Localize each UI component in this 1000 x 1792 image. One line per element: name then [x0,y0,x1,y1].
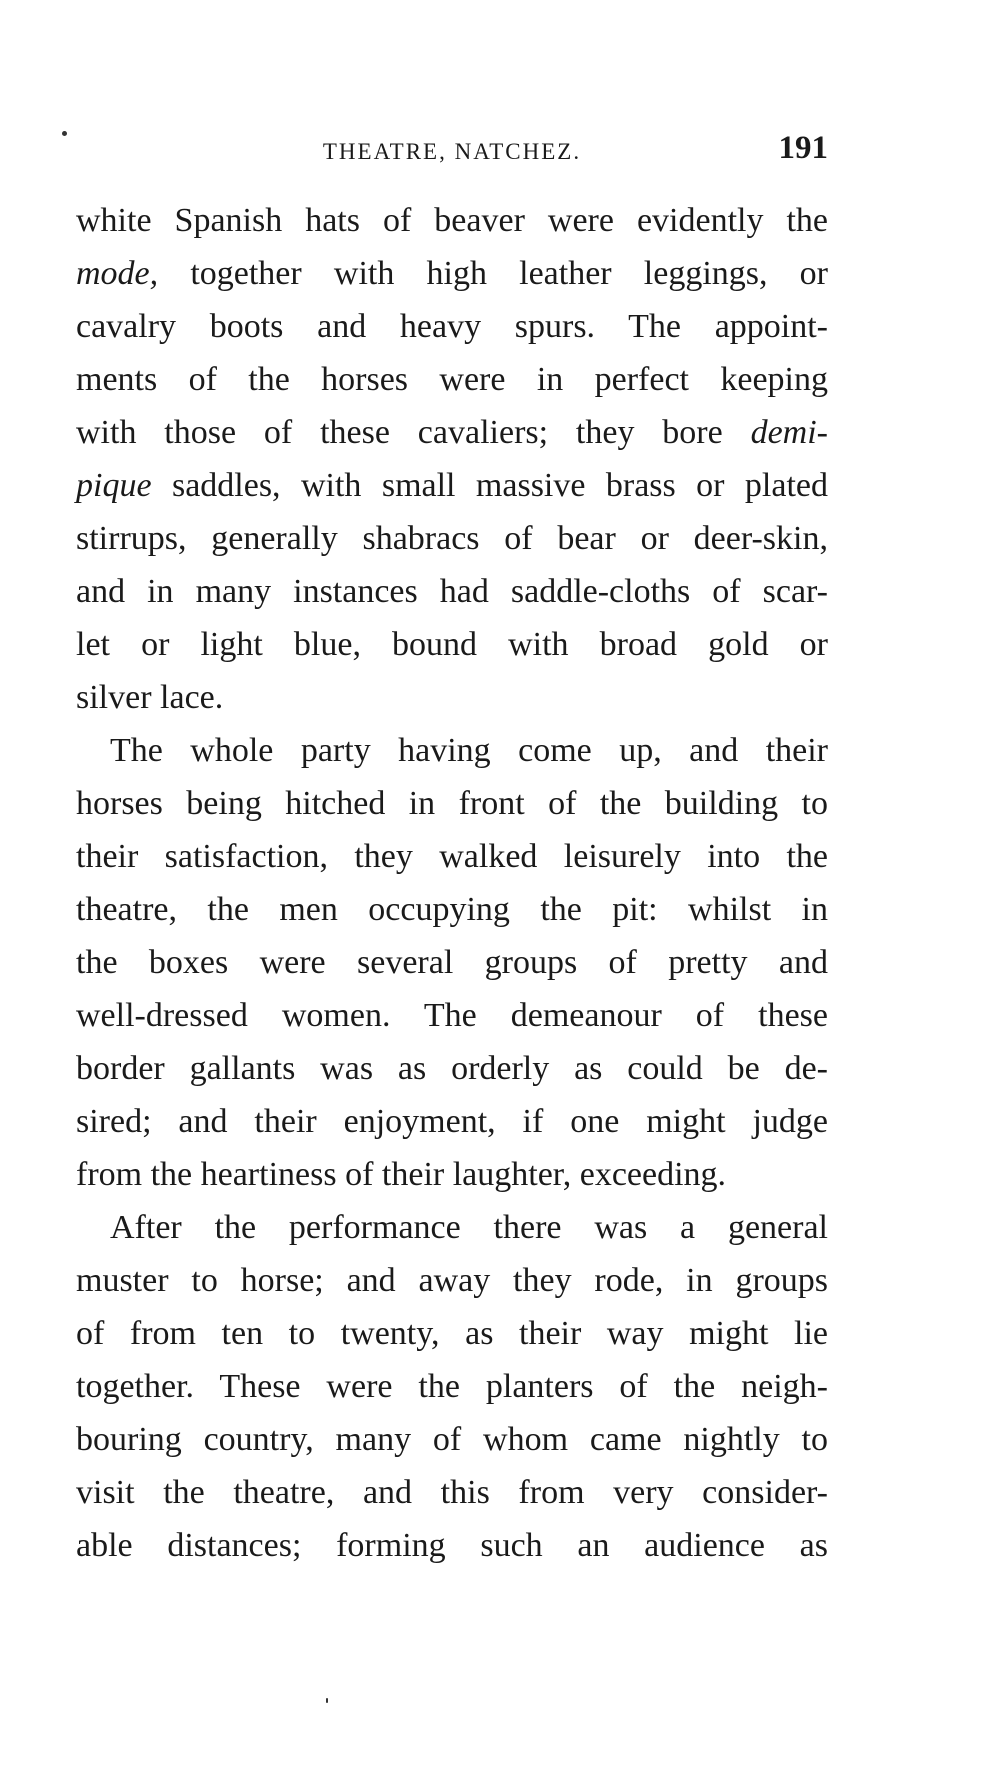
text-line: ments of the horses were in perfect keeping [76,361,828,398]
body-text [76,194,828,1572]
text-line: silver lace. [76,679,224,716]
paragraph [76,724,828,1201]
text-line: After the performance there was a general [110,1209,828,1246]
text-line: from the heartiness of their laughter, exceeding. [76,1156,727,1193]
text-line: border gallants was as orderly as could be de- [76,1050,828,1087]
ink-speck [326,1698,328,1703]
text-line: well-dressed women. The demeanour of these [76,997,828,1034]
paragraph [76,1201,828,1572]
running-title: THEATRE, NATCHEZ. [322,139,582,164]
text-line: together. These were the planters of the neigh- [76,1368,828,1405]
running-head [76,132,828,172]
text-line: visit the theatre, and this from very consider- [76,1474,828,1511]
ink-speck [62,131,67,136]
text-line: theatre, the men occupying the pit: whilst in [76,891,828,928]
text-line: mode, together with high leather leggings, or [76,255,828,292]
text-line: able distances; forming such an audience as [76,1527,828,1564]
text-line: with those of these cavaliers; they bore demi- [76,414,828,451]
text-line: sired; and their enjoyment, if one might judge [76,1103,828,1140]
text-line: their satisfaction, they walked leisurely into the [76,838,828,875]
text-line: muster to horse; and away they rode, in groups [76,1262,828,1299]
text-line: bouring country, many of whom came nightly to [76,1421,828,1458]
text-line: cavalry boots and heavy spurs. The appoint- [76,308,828,345]
text-line: let or light blue, bound with broad gold or [76,626,828,663]
text-line: and in many instances had saddle-cloths of scar- [76,573,828,610]
text-line: the boxes were several groups of pretty and [76,944,828,981]
text-line: pique saddles, with small massive brass or plated [76,467,828,504]
text-line: white Spanish hats of beaver were evidently the [76,202,828,239]
text-line: The whole party having come up, and their [110,732,828,769]
text-line: of from ten to twenty, as their way might lie [76,1315,828,1352]
text-line: stirrups, generally shabracs of bear or deer-skin, [76,520,828,557]
paragraph [76,194,828,724]
text-line: horses being hitched in front of the building to [76,785,828,822]
page-number: 191 [778,130,828,166]
